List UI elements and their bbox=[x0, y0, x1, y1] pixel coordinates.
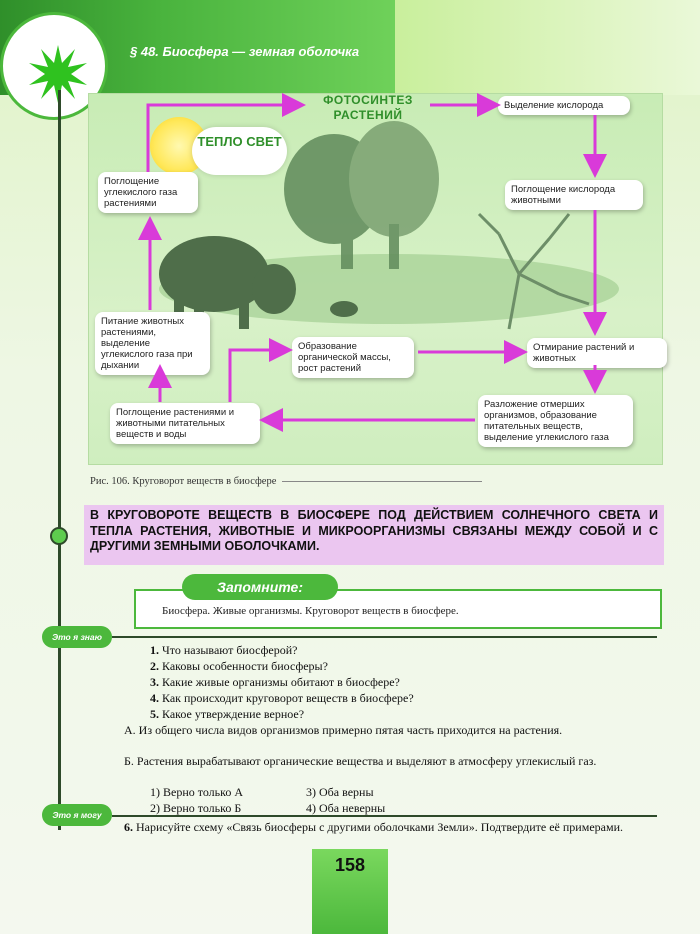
bubble-oxygen-absorption: Поглощение кислорода животными bbox=[505, 180, 643, 210]
left-rail bbox=[58, 90, 61, 830]
header-band-light bbox=[395, 0, 700, 95]
question-5: 5. Какое утверждение верное? bbox=[150, 707, 305, 721]
can-label: Это я могу bbox=[42, 804, 112, 826]
figure-caption: Рис. 106. Круговорот веществ в биосфере bbox=[90, 476, 482, 487]
bubble-organic-mass: Образование органической массы, рост растений bbox=[292, 337, 414, 378]
heat-light-cloud: ТЕПЛО СВЕТ bbox=[192, 127, 287, 175]
can-divider bbox=[112, 815, 657, 817]
know-label: Это я знаю bbox=[42, 626, 112, 648]
bubble-death: Отмирание растений и животных bbox=[527, 338, 667, 368]
answer-4: 4) Оба неверны bbox=[306, 801, 386, 815]
photosynthesis-label: ФОТОСИНТЕЗ РАСТЕНИЙ bbox=[323, 93, 413, 122]
question-2: 2. Каковы особенности биосферы? bbox=[150, 659, 328, 673]
question-4: 4. Как происходит круговорот веществ в биосфере? bbox=[150, 691, 414, 705]
answer-1: 1) Верно только А bbox=[150, 785, 244, 799]
section-title: § 48. Биосфера — земная оболочка bbox=[130, 44, 360, 59]
remember-title: Запомните: bbox=[182, 574, 338, 600]
bubble-co2-absorption: Поглощение углекислого газа растениями bbox=[98, 172, 198, 213]
bubble-animal-feeding: Питание животных растениями, выделение углекислого газа при дыхании bbox=[95, 312, 210, 375]
know-divider bbox=[112, 636, 657, 638]
bubble-nutrient-absorption: Поглощение растениями и животными питательных веществ и воды bbox=[110, 403, 260, 444]
bubble-decomposition: Разложение отмерших организмов, образование питательных веществ, выделение углекислого газа bbox=[478, 395, 633, 447]
page-number: 158 bbox=[312, 849, 388, 934]
bubble-oxygen-release: Выделение кислорода bbox=[498, 96, 630, 115]
key-statement: В КРУГОВОРОТЕ ВЕЩЕСТВ В БИОСФЕРЕ ПОД ДЕЙСТВИЕМ СОЛНЕЧНОГО СВЕТА И ТЕПЛА РАСТЕНИЯ, ЖИВОТНЫЕ И МИКРООРГАНИЗМЫ СВЯЗАНЫ МЕЖДУ СОБОЙ И С ДРУГИМИ ЗЕМНЫМИ ОБОЛОЧКАМИ. bbox=[84, 505, 664, 565]
answer-2: 2) Верно только Б bbox=[150, 801, 242, 815]
trees-illustration bbox=[284, 121, 439, 269]
statement-b: Б. Растения вырабатывают органические вещества и выделяют в атмосферу углекислый газ. bbox=[124, 754, 597, 768]
statement-a: А. Из общего числа видов организмов примерно пятая часть приходится на растения. bbox=[124, 723, 563, 737]
answer-3: 3) Оба верны bbox=[306, 785, 374, 799]
task-6: 6. Нарисуйте схему «Связь биосферы с другими оболочками Земли». Подтвердите её примерами. bbox=[124, 820, 623, 834]
rail-marker-dot bbox=[50, 527, 68, 545]
remember-text: Биосфера. Живые организмы. Круговорот веществ в биосфере. bbox=[162, 605, 459, 617]
question-1: 1. Что называют биосферой? bbox=[150, 643, 298, 657]
question-3: 3. Какие живые организмы обитают в биосфере? bbox=[150, 675, 400, 689]
